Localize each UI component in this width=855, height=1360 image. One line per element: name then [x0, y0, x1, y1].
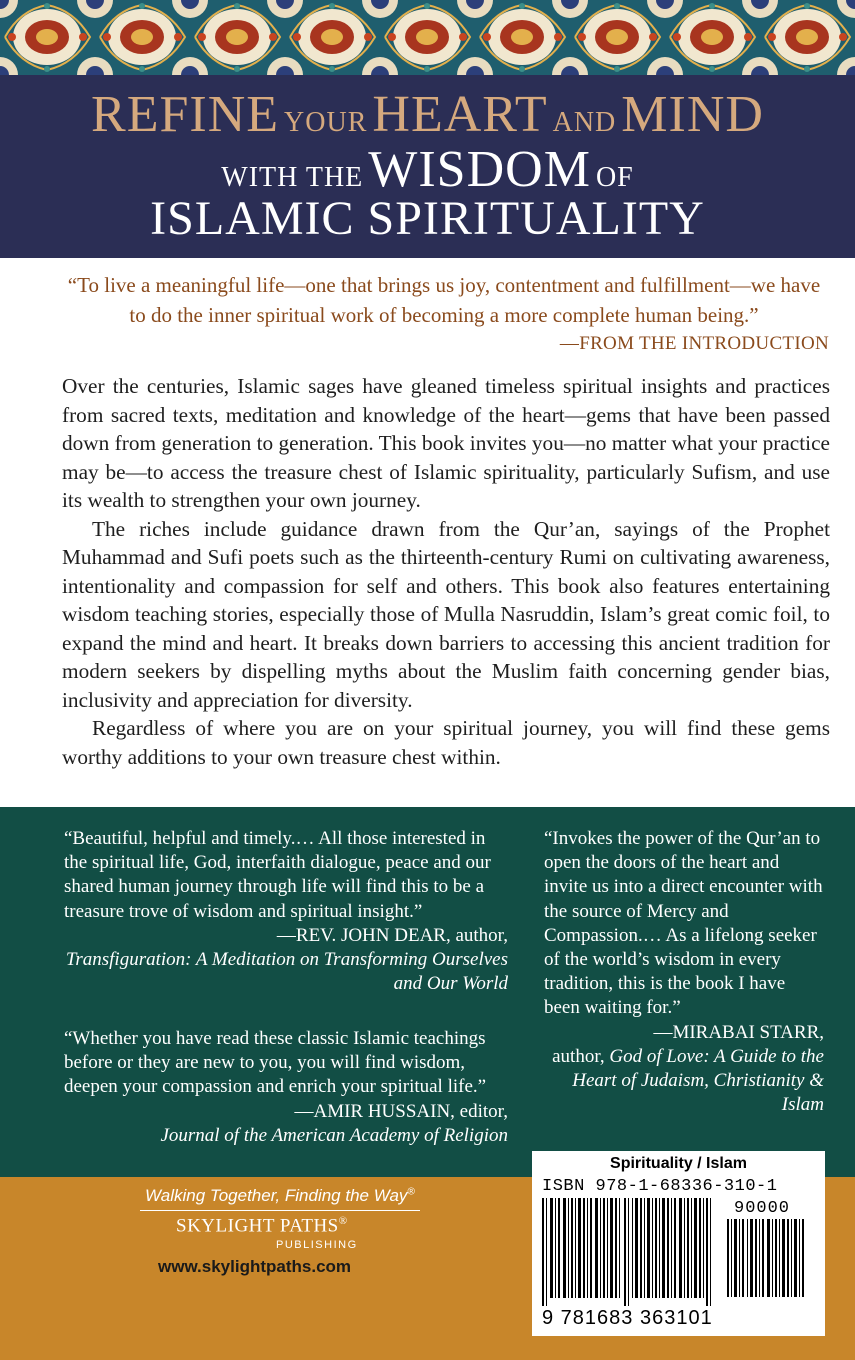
description-paragraph: Over the centuries, Islamic sages have gleaned timeless spiritual insights and practices from sacred texts, meditation and knowledge of the heart—gems that have been passed down from generation to generation. This book invites you—no matter what your practice may be—to access the treasure chest of Islamic spirituality, particularly Sufism, and use its wealth to strengthen your own journey.	[62, 374, 830, 512]
intro-attribution: —FROM THE INTRODUCTION	[559, 333, 829, 354]
endorsement-role	[544, 1045, 824, 1118]
price-code: 90000	[734, 1199, 791, 1218]
endorsement-quote: “Beautiful, helpful and timely.… All those interested in the spiritual life, God, interfaith dialogue, peace and our shared human journey through life will find this to be a treasure trove of wisdom and spiritual insight.”	[64, 828, 491, 922]
endorsement-john-dear	[64, 827, 508, 996]
publisher-logo	[176, 1215, 348, 1237]
barcode-digits: 9 781683 363101	[542, 1307, 713, 1329]
title-word: AND	[552, 107, 617, 138]
endorsement-amir-hussain	[64, 1027, 508, 1148]
book-description	[62, 372, 830, 771]
price-barcode-icon	[727, 1219, 809, 1297]
endorsement-work: God of Love: A Guide to the Heart of Judaism, Christianity & Islam	[572, 1045, 824, 1116]
title-word: OF	[595, 162, 634, 193]
endorsement-quote: “Whether you have read these classic Islamic teachings before or they are new to you, you will find wisdom, deepen your compassion and enrich your spiritual life.”	[64, 1028, 487, 1098]
title-word: WITH THE	[221, 162, 364, 193]
decorative-tile-pattern	[0, 0, 855, 75]
arabesque-ornament-icon	[0, 0, 855, 75]
endorsement-author: —AMIR HUSSAIN, editor,	[294, 1100, 508, 1122]
book-category: Spirituality / Islam	[610, 1155, 747, 1172]
endorsement-mirabai-starr	[544, 827, 824, 1117]
endorsement-work: Transfiguration: A Meditation on Transforming Ourselves and Our World	[65, 949, 508, 995]
title-line-1	[0, 85, 855, 144]
intro-quote: “To live a meaningful life—one that brings us joy, contentment and fulfillment—we have to do the inner spiritual work of becoming a more complete human being.”	[67, 273, 821, 327]
registered-mark: ®	[407, 1186, 415, 1198]
title-word: REFINE	[91, 86, 280, 143]
tagline-divider	[140, 1210, 420, 1211]
description-paragraph: Regardless of where you are on your spiritual journey, you will find these gems worthy additions to your own treasure chest within.	[62, 716, 830, 769]
barcode-label	[532, 1151, 825, 1336]
publisher-name: SKYLIGHT PATHS	[176, 1215, 339, 1237]
endorsement-quote: “Invokes the power of the Qur’an to open the doors of the heart and invite us into a direct encounter with the source of Mercy and Compassion.… As a lifelong seeker of the world’s wisdom in every tradition, this is the book I have been waiting for.”	[544, 828, 823, 1019]
title-word: HEART	[372, 86, 548, 143]
endorsement-role-text: author,	[552, 1045, 605, 1067]
description-paragraph: The riches include guidance drawn from the Qur’an, sayings of the Prophet Muhammad and Sufi poets such as the thirteenth-century Rumi on cultivating awareness, intentionality and compassion for self and others. This book also features entertaining wisdom teaching stories, especially those of Mulla Nasruddin, Islam’s great comic foil, to expand the mind and heart. It breaks down barriers to accessing this ancient tradition for modern seekers by dispelling myths about the Muslim faith concerning gender bias, inclusivity and appreciation for diversity.	[62, 516, 830, 712]
publisher-subtitle: PUBLISHING	[276, 1239, 358, 1251]
endorsement-work: Journal of the American Academy of Religion	[160, 1124, 508, 1146]
endorsement-author: —REV. JOHN DEAR, author,	[276, 924, 508, 946]
tagline-text: Walking Together, Finding the Way	[145, 1186, 408, 1205]
title-word: MIND	[621, 86, 764, 143]
registered-mark: ®	[338, 1215, 348, 1227]
isbn-text: ISBN 978-1-68336-310-1	[542, 1177, 778, 1196]
publisher-website: www.skylightpaths.com	[158, 1257, 352, 1276]
title-banner	[0, 75, 855, 258]
publisher-tagline	[145, 1186, 415, 1206]
title-word: YOUR	[284, 107, 368, 138]
title-word: WISDOM	[368, 141, 591, 198]
isbn-barcode-icon	[542, 1198, 722, 1306]
title-line-3: ISLAMIC SPIRITUALITY	[150, 192, 705, 245]
endorsement-author: —MIRABAI STARR,	[653, 1021, 824, 1043]
